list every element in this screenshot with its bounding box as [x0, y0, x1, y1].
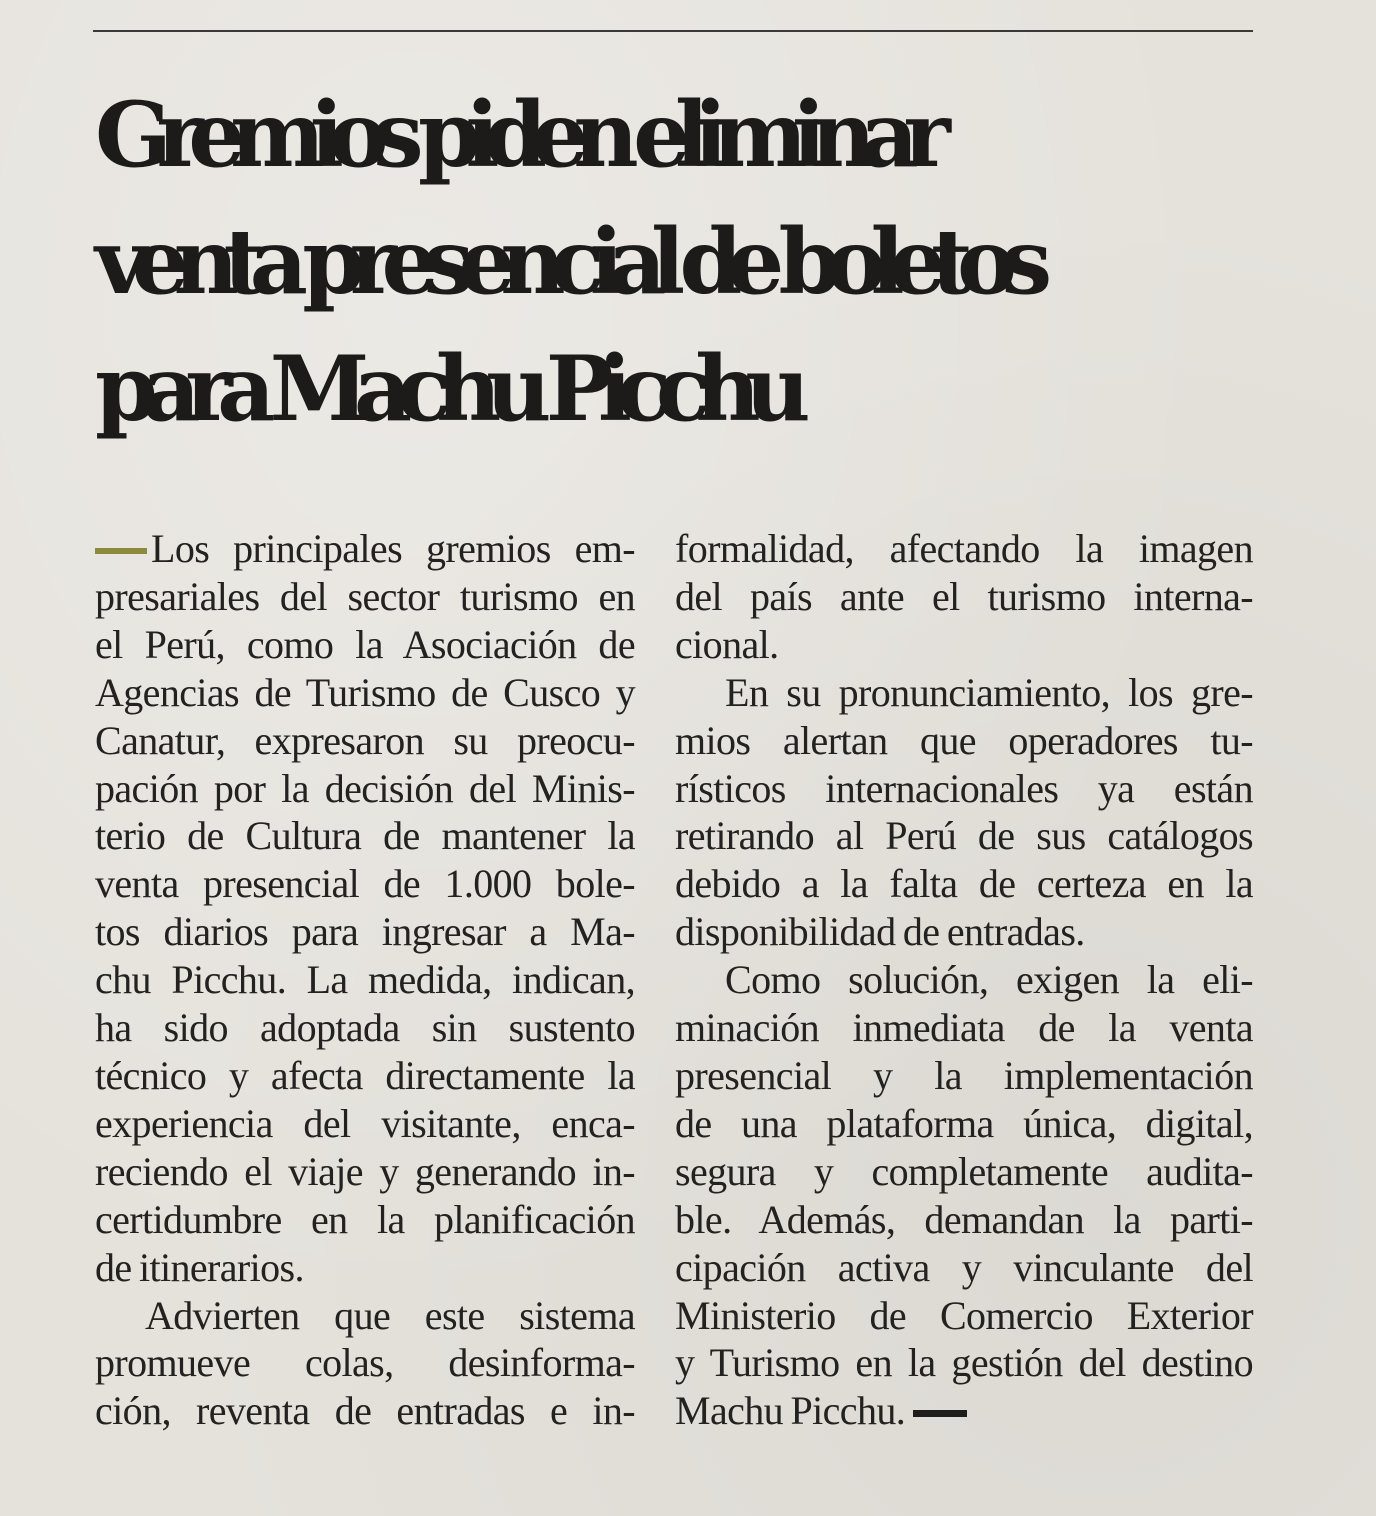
body-line: rísticos internacionales ya están — [675, 765, 1253, 811]
body-line: de itinerarios. — [95, 1244, 304, 1290]
headline-line: Gremios piden eliminar — [95, 82, 936, 188]
body-line: En su pronunciamiento, los gre- — [725, 669, 1253, 715]
body-line: minación inmediata de la venta — [675, 1005, 1253, 1051]
body-line: técnico y afecta directamente la — [95, 1052, 635, 1098]
body-line: chu Picchu. La medida, indican, — [95, 957, 635, 1003]
body-line: cipación activa y vinculante del — [675, 1244, 1253, 1290]
body-column-right — [675, 525, 1253, 1435]
body-line: debido a la falta de certeza en la — [675, 861, 1253, 907]
body-line: ble. Además, demandan la parti- — [675, 1196, 1253, 1242]
body-line: ción, reventa de entradas e in- — [95, 1388, 635, 1434]
body-line: venta presencial de 1.000 bole- — [95, 861, 635, 907]
headline-line: venta presencial de boletos — [95, 209, 1037, 315]
body-line: cional. — [675, 621, 779, 667]
body-line: reciendo el viaje y generando in- — [95, 1148, 635, 1194]
end-marker — [913, 1410, 967, 1417]
body-line: certidumbre en la planificación — [95, 1196, 635, 1242]
lead-marker — [95, 548, 147, 554]
body-line: del país ante el turismo interna- — [675, 573, 1253, 619]
body-line — [95, 525, 635, 573]
body-line: Ministerio de Comercio Exterior — [675, 1292, 1253, 1338]
body-line: disponibilidad de entradas. — [675, 909, 1085, 955]
body-line: mios alertan que operadores tu- — [675, 717, 1253, 763]
body-column-left — [95, 525, 635, 1435]
body-line: experiencia del visitante, enca- — [95, 1100, 635, 1146]
body-line: formalidad, afectando la imagen — [675, 526, 1253, 571]
body-line: retirando al Perú de sus catálogos — [675, 813, 1253, 859]
body-line: el Perú, como la Asociación de — [95, 621, 635, 667]
body-line: de una plataforma única, digital, — [675, 1100, 1253, 1146]
headline — [95, 72, 1275, 453]
body-line — [675, 1387, 1253, 1435]
body-line-text: Los principales gremios em- — [151, 526, 635, 571]
body-line: tos diarios para ingresar a Ma- — [95, 909, 635, 955]
body-line: segura y completamente audita- — [675, 1148, 1253, 1194]
body-line: promueve colas, desinforma- — [95, 1340, 635, 1386]
body-line: Como solución, exigen la eli- — [725, 957, 1253, 1003]
body-line-text: Machu Picchu. — [675, 1388, 906, 1434]
body-line: Canatur, expresaron su preocu- — [95, 717, 635, 763]
body-line: Advierten que este sistema — [145, 1292, 635, 1338]
body-line: Agencias de Turismo de Cusco y — [95, 669, 635, 715]
body-line: presariales del sector turismo en — [95, 573, 635, 619]
body-line: ha sido adoptada sin sustento — [95, 1005, 635, 1051]
body-line: y Turismo en la gestión del destino — [675, 1340, 1253, 1386]
headline-line: para Machu Picchu — [95, 336, 796, 442]
body-line: presencial y la implementación — [675, 1052, 1253, 1098]
body-line: terio de Cultura de mantener la — [95, 813, 635, 859]
top-rule — [93, 30, 1253, 32]
body-line: pación por la decisión del Minis- — [95, 765, 635, 811]
